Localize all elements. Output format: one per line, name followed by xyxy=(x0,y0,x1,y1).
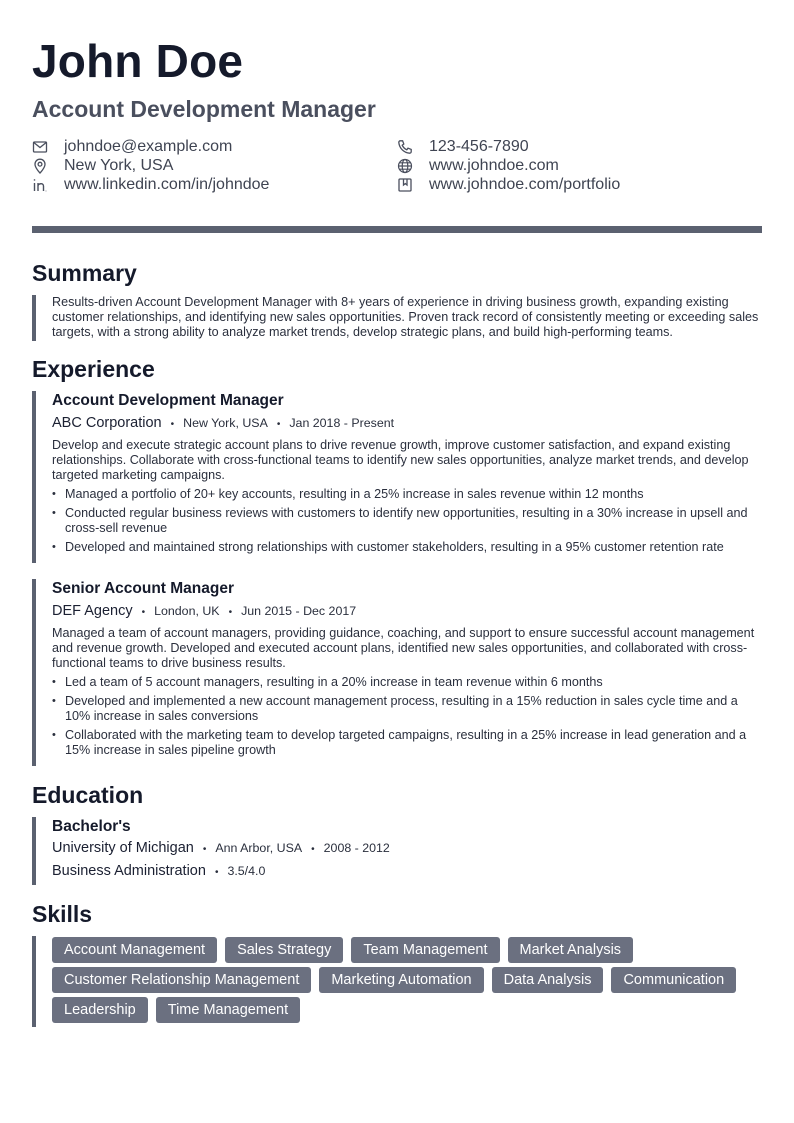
summary-text: Results-driven Account Development Manager with 8+ years of experience in driving business growth, expanding existing customer relationships, and identifying new sales opportunities. Proven track record of consistently meeting or exceeding sales targets, with a strong ability to analyze market trends, develop strategic plans, and build high-performing teams. xyxy=(32,295,762,341)
linkedin-text[interactable]: www.linkedin.com/in/johndoe xyxy=(64,175,270,193)
location-text: New York, USA xyxy=(64,156,174,174)
job-meta xyxy=(52,602,762,622)
separator-dot: • xyxy=(228,607,233,618)
job-achievements xyxy=(52,675,762,758)
job-company: DEF Agency xyxy=(52,603,133,619)
location-pin-icon xyxy=(32,158,48,174)
job-dates: Jun 2015 - Dec 2017 xyxy=(241,604,357,618)
separator-dot: • xyxy=(202,844,207,855)
skill-tag: Data Analysis xyxy=(492,967,604,993)
separator-dot: • xyxy=(141,607,146,618)
header-divider xyxy=(32,226,762,233)
school-name: University of Michigan xyxy=(52,840,194,856)
degree: Bachelor's xyxy=(52,818,131,835)
job-location: New York, USA xyxy=(183,416,268,430)
skills-list xyxy=(52,936,752,1027)
job-description: Develop and execute strategic account plans to drive revenue growth, improve customer satisfaction, and expand existing relationships. Collaborate with cross-functional teams to identify new sales opportunities, analyze market trends, and develop targeted marketing campaigns. xyxy=(52,438,749,482)
job-entry xyxy=(32,391,762,563)
contact-email[interactable] xyxy=(32,137,397,156)
portfolio-icon xyxy=(397,177,413,193)
contact-linkedin[interactable] xyxy=(32,175,397,194)
field-line xyxy=(52,862,762,882)
job-achievements xyxy=(52,487,762,555)
school-line xyxy=(52,839,762,859)
separator-dot: • xyxy=(311,844,315,855)
skill-tag: Customer Relationship Management xyxy=(52,967,311,993)
school-location: Ann Arbor, USA xyxy=(215,841,303,855)
candidate-name: John Doe xyxy=(32,35,244,87)
job-title: Account Development Manager xyxy=(52,392,284,409)
contact-phone[interactable] xyxy=(397,137,762,156)
skill-tag: Team Management xyxy=(351,937,499,963)
contact-list xyxy=(32,137,762,194)
skill-tag: Sales Strategy xyxy=(225,937,343,963)
email-text[interactable]: johndoe@example.com xyxy=(64,137,233,155)
job-description: Managed a team of account managers, providing guidance, coaching, and support to ensure successful account management and revenue growth. Developed and executed account plans, identified new sales opportunities, and collaborated with cross-functional teams to drive business results. xyxy=(52,626,755,670)
mail-icon xyxy=(32,139,48,155)
separator-dot: • xyxy=(170,419,175,430)
job-location: London, UK xyxy=(154,604,220,618)
contact-location xyxy=(32,156,397,175)
job-entry xyxy=(32,579,762,766)
skill-tag: Time Management xyxy=(156,997,300,1023)
job-dates: Jan 2018 - Present xyxy=(289,416,395,430)
field-of-study: Business Administration xyxy=(52,863,206,879)
job-company: ABC Corporation xyxy=(52,415,162,431)
contact-portfolio[interactable] xyxy=(397,175,762,194)
job-meta xyxy=(52,414,762,434)
skills-block xyxy=(32,936,762,1027)
candidate-role: Account Development Manager xyxy=(32,96,376,122)
gpa: 3.5/4.0 xyxy=(227,864,266,878)
separator-dot: • xyxy=(276,419,281,430)
job-title: Senior Account Manager xyxy=(52,580,235,597)
portfolio-text[interactable]: www.johndoe.com/portfolio xyxy=(429,175,621,193)
achievement-item: • Developed and implemented a new account management process, resulting in a 15% reduction in sales cycle time and a 10% increase in sales conversions xyxy=(52,694,762,724)
skill-tag: Account Management xyxy=(52,937,217,963)
skill-tag: Marketing Automation xyxy=(319,967,483,993)
phone-text[interactable]: 123-456-7890 xyxy=(429,137,529,155)
school-dates: 2008 - 2012 xyxy=(323,841,390,855)
website-text[interactable]: www.johndoe.com xyxy=(429,156,559,174)
achievement-item: • Conducted regular business reviews with customers to identify new opportunities, resulting in a 30% increase in upsell and cross-sell revenue xyxy=(52,506,762,536)
achievement-item: • Led a team of 5 account managers, resulting in a 20% increase in team revenue within 6 months xyxy=(52,675,762,690)
achievement-item: • Collaborated with the marketing team to develop targeted campaigns, resulting in a 25% increase in lead generation and a 15% increase in sales pipeline growth xyxy=(52,728,762,758)
globe-icon xyxy=(397,158,413,174)
summary-heading: Summary xyxy=(32,260,137,286)
contact-website[interactable] xyxy=(397,156,762,175)
phone-icon xyxy=(397,139,413,155)
separator-dot: • xyxy=(214,867,219,878)
linkedin-icon xyxy=(32,177,48,193)
achievement-item: • Managed a portfolio of 20+ key accounts, resulting in a 25% increase in sales revenue within 12 months xyxy=(52,487,762,502)
education-heading: Education xyxy=(32,782,144,808)
experience-heading: Experience xyxy=(32,356,155,382)
achievement-item: • Developed and maintained strong relationships with customer stakeholders, resulting in a 95% customer retention rate xyxy=(52,540,762,555)
skill-tag: Leadership xyxy=(52,997,148,1023)
skill-tag: Market Analysis xyxy=(508,937,634,963)
skill-tag: Communication xyxy=(611,967,736,993)
education-entry xyxy=(32,817,762,885)
skills-heading: Skills xyxy=(32,901,93,927)
